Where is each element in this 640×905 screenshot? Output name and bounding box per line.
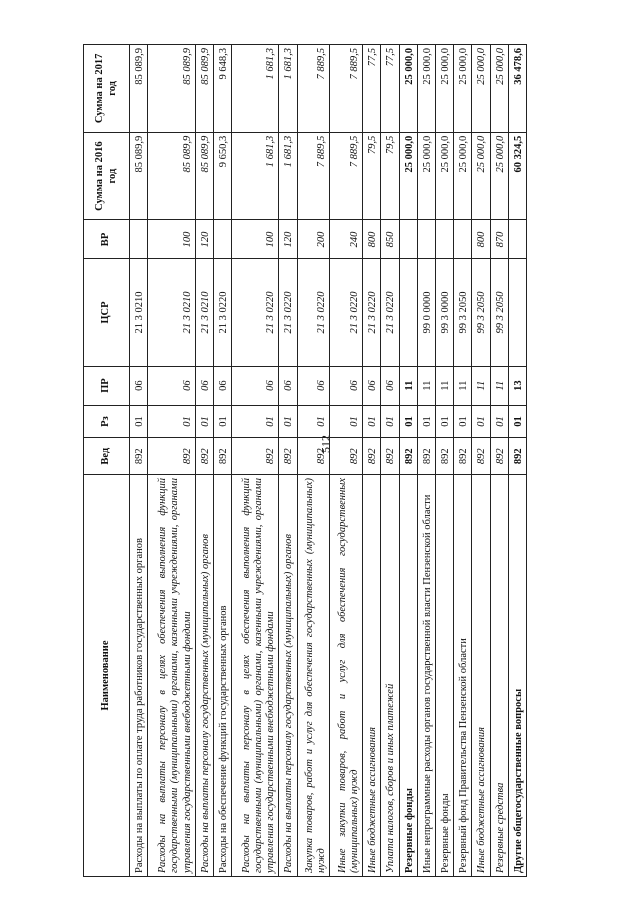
table-row xyxy=(399,45,417,877)
cell-sum-2016: 1 681,3 xyxy=(279,132,297,220)
cell-ved: 892 xyxy=(195,438,213,475)
cell-ved: 892 xyxy=(231,438,278,475)
cell-rz: 01 xyxy=(399,405,417,438)
cell-pr: 06 xyxy=(148,366,195,405)
table-row xyxy=(279,45,297,877)
rotated-page-content xyxy=(83,44,527,877)
cell-sum-2016: 1 681,3 xyxy=(231,132,278,220)
table-row xyxy=(508,45,526,877)
cell-rz: 01 xyxy=(472,405,490,438)
cell-ved: 892 xyxy=(330,438,363,475)
cell-sum-2017: 25 000,0 xyxy=(454,45,472,133)
cell-rz: 01 xyxy=(363,405,381,438)
cell-ved: 892 xyxy=(148,438,195,475)
cell-sum-2016: 7 889,5 xyxy=(297,132,330,220)
table-row xyxy=(417,45,435,877)
cell-ved: 892 xyxy=(417,438,435,475)
header-csr: ЦСР xyxy=(84,259,130,366)
cell-vr: 870 xyxy=(490,220,508,259)
cell-vr: 120 xyxy=(195,220,213,259)
cell-pr: 06 xyxy=(297,366,330,405)
cell-sum-2017: 85 089,9 xyxy=(195,45,213,133)
cell-csr: 21 3 0220 xyxy=(363,259,381,366)
cell-sum-2016: 85 089,9 xyxy=(195,132,213,220)
cell-rz: 01 xyxy=(417,405,435,438)
cell-sum-2016: 60 324,5 xyxy=(508,132,526,220)
cell-sum-2016: 79,5 xyxy=(381,132,399,220)
cell-rz: 01 xyxy=(508,405,526,438)
cell-csr: 99 3 0000 xyxy=(435,259,453,366)
cell-sum-2017: 25 000,0 xyxy=(417,45,435,133)
cell-sum-2016: 85 089,9 xyxy=(130,132,148,220)
cell-rz: 01 xyxy=(297,405,330,438)
cell-vr: 240 xyxy=(330,220,363,259)
table-row xyxy=(363,45,381,877)
cell-csr: 99 3 2050 xyxy=(490,259,508,366)
cell-sum-2017: 25 000,0 xyxy=(399,45,417,133)
cell-rz: 01 xyxy=(213,405,231,438)
cell-name: Уплата налогов, сборов и иных платежей xyxy=(381,475,399,877)
cell-pr: 06 xyxy=(231,366,278,405)
cell-name: Закупка товаров, работ и услуг для обеспечения государственных (муниципальных) нужд xyxy=(297,475,330,877)
cell-name: Резервные фонды xyxy=(435,475,453,877)
cell-csr: 99 3 2050 xyxy=(454,259,472,366)
cell-sum-2016: 7 889,5 xyxy=(330,132,363,220)
cell-name: Расходы на выплаты персоналу в целях обеспечения выполнения функций государственными (муниципальными) органами, казенными учреждениями, органами управления государственными внебюджетными фондами xyxy=(231,475,278,877)
cell-sum-2016: 25 000,0 xyxy=(490,132,508,220)
table-body xyxy=(130,45,527,877)
header-sum-2016: Сумма на 2016 год xyxy=(84,132,130,220)
cell-name: Другие общегосударственные вопросы xyxy=(508,475,526,877)
cell-name: Расходы на выплаты персоналу государственных (муниципальных) органов xyxy=(279,475,297,877)
cell-vr: 850 xyxy=(381,220,399,259)
cell-ved: 892 xyxy=(490,438,508,475)
cell-sum-2016: 25 000,0 xyxy=(417,132,435,220)
cell-csr: 21 3 0210 xyxy=(148,259,195,366)
cell-sum-2016: 85 089,9 xyxy=(148,132,195,220)
cell-ved: 892 xyxy=(297,438,330,475)
cell-sum-2017: 77,5 xyxy=(363,45,381,133)
cell-name: Расходы на выплаты персоналу государственных (муниципальных) органов xyxy=(195,475,213,877)
table-row xyxy=(381,45,399,877)
cell-csr: 21 3 0220 xyxy=(279,259,297,366)
cell-vr xyxy=(454,220,472,259)
cell-csr: 99 0 0000 xyxy=(417,259,435,366)
cell-sum-2017: 1 681,3 xyxy=(279,45,297,133)
page-number: 512 xyxy=(318,435,333,453)
table-row xyxy=(435,45,453,877)
cell-vr: 100 xyxy=(231,220,278,259)
cell-pr: 06 xyxy=(279,366,297,405)
cell-vr: 800 xyxy=(472,220,490,259)
cell-sum-2017: 77,5 xyxy=(381,45,399,133)
cell-sum-2017: 85 089,9 xyxy=(148,45,195,133)
cell-vr: 800 xyxy=(363,220,381,259)
cell-rz: 01 xyxy=(381,405,399,438)
cell-pr: 06 xyxy=(363,366,381,405)
header-ved: Вед xyxy=(84,438,130,475)
cell-sum-2017: 7 889,5 xyxy=(330,45,363,133)
cell-sum-2017: 7 889,5 xyxy=(297,45,330,133)
header-rz: Рз xyxy=(84,405,130,438)
cell-pr: 11 xyxy=(435,366,453,405)
cell-ved: 892 xyxy=(508,438,526,475)
cell-name: Иные бюджетные ассигнования xyxy=(363,475,381,877)
cell-sum-2017: 25 000,0 xyxy=(490,45,508,133)
table-row xyxy=(213,45,231,877)
cell-ved: 892 xyxy=(363,438,381,475)
cell-rz: 01 xyxy=(231,405,278,438)
cell-csr xyxy=(399,259,417,366)
cell-rz: 01 xyxy=(148,405,195,438)
cell-ved: 892 xyxy=(213,438,231,475)
cell-csr: 21 3 0210 xyxy=(195,259,213,366)
table-row xyxy=(148,45,195,877)
cell-name: Резервные средства xyxy=(490,475,508,877)
table-header-row xyxy=(84,45,130,877)
cell-sum-2016: 25 000,0 xyxy=(472,132,490,220)
cell-csr: 21 3 0220 xyxy=(330,259,363,366)
cell-vr xyxy=(417,220,435,259)
cell-sum-2016: 25 000,0 xyxy=(435,132,453,220)
cell-sum-2017: 1 681,3 xyxy=(231,45,278,133)
cell-sum-2016: 79,5 xyxy=(363,132,381,220)
cell-sum-2017: 85 089,9 xyxy=(130,45,148,133)
cell-sum-2016: 25 000,0 xyxy=(399,132,417,220)
table-row xyxy=(195,45,213,877)
cell-ved: 892 xyxy=(435,438,453,475)
cell-pr: 13 xyxy=(508,366,526,405)
cell-pr: 11 xyxy=(472,366,490,405)
cell-rz: 01 xyxy=(130,405,148,438)
cell-name: Иные закупки товаров, работ и услуг для обеспечения государственных (муниципальных) нужд xyxy=(330,475,363,877)
cell-pr: 06 xyxy=(130,366,148,405)
cell-sum-2016: 25 000,0 xyxy=(454,132,472,220)
cell-csr: 21 3 0220 xyxy=(231,259,278,366)
cell-name: Резервный фонд Правительства Пензенской области xyxy=(454,475,472,877)
cell-rz: 01 xyxy=(435,405,453,438)
cell-pr: 06 xyxy=(213,366,231,405)
table-row xyxy=(130,45,148,877)
cell-name: Иные непрограммные расходы органов государственной власти Пензенской области xyxy=(417,475,435,877)
cell-rz: 01 xyxy=(490,405,508,438)
cell-csr: 21 3 0210 xyxy=(130,259,148,366)
cell-csr: 99 3 2050 xyxy=(472,259,490,366)
table-row xyxy=(330,45,363,877)
cell-sum-2017: 9 648,3 xyxy=(213,45,231,133)
cell-name: Расходы на выплаты по оплате труда работников государственных органов xyxy=(130,475,148,877)
table-row xyxy=(297,45,330,877)
cell-vr xyxy=(213,220,231,259)
cell-name: Иные бюджетные ассигнования xyxy=(472,475,490,877)
cell-name: Резервные фонды xyxy=(399,475,417,877)
cell-vr: 200 xyxy=(297,220,330,259)
cell-ved: 892 xyxy=(381,438,399,475)
cell-pr: 11 xyxy=(454,366,472,405)
budget-table xyxy=(83,44,527,877)
cell-pr: 11 xyxy=(399,366,417,405)
cell-sum-2017: 25 000,0 xyxy=(472,45,490,133)
cell-ved: 892 xyxy=(279,438,297,475)
cell-ved: 892 xyxy=(130,438,148,475)
header-pr: ПР xyxy=(84,366,130,405)
cell-vr: 120 xyxy=(279,220,297,259)
cell-rz: 01 xyxy=(454,405,472,438)
cell-ved: 892 xyxy=(399,438,417,475)
header-sum-2017: Сумма на 2017 год xyxy=(84,45,130,133)
cell-csr: 21 3 0220 xyxy=(381,259,399,366)
cell-sum-2016: 9 650,3 xyxy=(213,132,231,220)
cell-pr: 11 xyxy=(417,366,435,405)
cell-sum-2017: 25 000,0 xyxy=(435,45,453,133)
cell-ved: 892 xyxy=(472,438,490,475)
cell-rz: 01 xyxy=(279,405,297,438)
cell-pr: 11 xyxy=(490,366,508,405)
table-row xyxy=(490,45,508,877)
table-row xyxy=(231,45,278,877)
cell-rz: 01 xyxy=(195,405,213,438)
cell-vr: 100 xyxy=(148,220,195,259)
cell-csr xyxy=(508,259,526,366)
table-row xyxy=(472,45,490,877)
cell-rz: 01 xyxy=(330,405,363,438)
cell-pr: 06 xyxy=(330,366,363,405)
header-vr: ВР xyxy=(84,220,130,259)
cell-vr xyxy=(399,220,417,259)
cell-vr xyxy=(508,220,526,259)
table-row xyxy=(454,45,472,877)
cell-name: Расходы на обеспечение функций государственных органов xyxy=(213,475,231,877)
cell-pr: 06 xyxy=(195,366,213,405)
cell-name: Расходы на выплаты персоналу в целях обеспечения выполнения функций государственными (муниципальными) органами, казенными учреждениями, органами управления государственными внебюджетными фондами xyxy=(148,475,195,877)
cell-vr xyxy=(435,220,453,259)
header-name: Наименование xyxy=(84,475,130,877)
cell-sum-2017: 36 478,6 xyxy=(508,45,526,133)
cell-csr: 21 3 0220 xyxy=(213,259,231,366)
cell-csr: 21 3 0220 xyxy=(297,259,330,366)
cell-ved: 892 xyxy=(454,438,472,475)
cell-vr xyxy=(130,220,148,259)
cell-pr: 06 xyxy=(381,366,399,405)
